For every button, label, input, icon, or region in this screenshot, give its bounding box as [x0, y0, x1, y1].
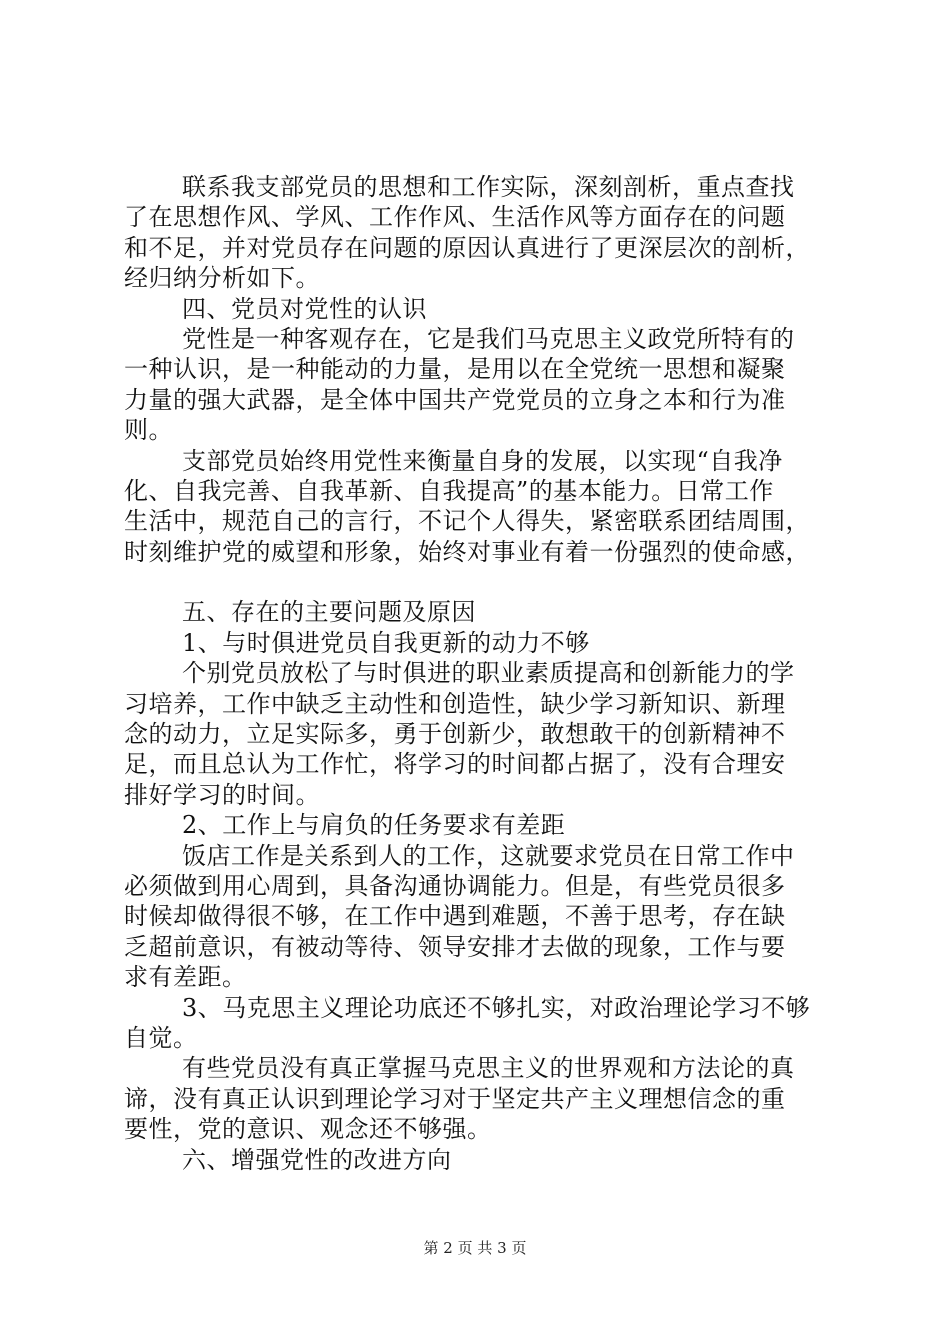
paragraph-line: 党性是一种客观存在，它是我们马克思主义政党所特有的 [182, 324, 795, 353]
paragraph-line: 个别党员放松了与时俱进的职业素质提高和创新能力的学 [182, 659, 795, 688]
subsection-heading-continued: 自觉。 [124, 1023, 198, 1052]
paragraph-line: 饭店工作是关系到人的工作，这就要求党员在日常工作中 [182, 841, 795, 870]
section-heading: 五、存在的主要问题及原因 [182, 598, 476, 627]
subsection-heading: 2、工作上与肩负的任务要求有差距 [182, 811, 566, 840]
paragraph-line: 支部党员始终用党性来衡量自身的发展，以实现“自我净 [182, 446, 783, 475]
paragraph-line: 要性，党的意识、观念还不够强。 [124, 1115, 492, 1144]
subsection-heading: 3、马克思主义理论功底还不够扎实，对政治理论学习不够 [182, 993, 811, 1022]
paragraph-line: 则。 [124, 416, 173, 445]
paragraph-line: 了在思想作风、学风、工作作风、生活作风等方面存在的问题 [124, 203, 786, 232]
section-heading: 六、增强党性的改进方向 [182, 1145, 452, 1174]
subsection-heading: 1、与时俱进党员自我更新的动力不够 [182, 628, 590, 657]
paragraph-line: 化、自我完善、自我革新、自我提高”的基本能力。日常工作 [124, 476, 774, 505]
paragraph-line: 联系我支部党员的思想和工作实际，深刻剖析，重点查找 [182, 173, 795, 201]
paragraph-line: 一种认识，是一种能动的力量，是用以在全党统一思想和凝聚 [124, 355, 786, 384]
blank-line [124, 567, 836, 597]
paragraph-line: 有些党员没有真正掌握马克思主义的世界观和方法论的真 [182, 1054, 795, 1083]
paragraph-line: 谛，没有真正认识到理论学习对于坚定共产主义理想信念的重 [124, 1084, 786, 1113]
paragraph-line: 力量的强大武器，是全体中国共产党党员的立身之本和行为准 [124, 385, 786, 414]
page-footer: 第 2 页 共 3 页 [423, 1239, 527, 1257]
paragraph-line: 生活中，规范自己的言行，不记个人得失，紧密联系团结周围， [124, 507, 810, 536]
paragraph-line: 和不足，并对党员存在问题的原因认真进行了更深层次的剖析， [124, 233, 810, 262]
paragraph-line: 排好学习的时间。 [124, 780, 320, 809]
paragraph-line: 乏超前意识，有被动等待、领导安排才去做的现象，工作与要 [124, 932, 786, 961]
paragraph-line: 念的动力，立足实际多，勇于创新少，敢想敢干的创新精神不 [124, 720, 786, 749]
paragraph-line: 时候却做得很不够，在工作中遇到难题，不善于思考，存在缺 [124, 902, 786, 931]
paragraph-line: 时刻维护党的威望和形象，始终对事业有着一份强烈的使命感， [124, 537, 810, 566]
document-body [124, 172, 836, 1175]
paragraph-line: 足，而且总认为工作忙，将学习的时间都占据了，没有合理安 [124, 750, 786, 779]
paragraph-line: 必须做到用心周到，具备沟通协调能力。但是，有些党员很多 [124, 871, 786, 900]
section-heading: 四、党员对党性的认识 [182, 294, 427, 323]
paragraph-line: 经归纳分析如下。 [124, 264, 320, 293]
paragraph-line: 习培养，工作中缺乏主动性和创造性，缺少学习新知识、新理 [124, 689, 786, 718]
paragraph-line: 求有差距。 [124, 963, 247, 992]
